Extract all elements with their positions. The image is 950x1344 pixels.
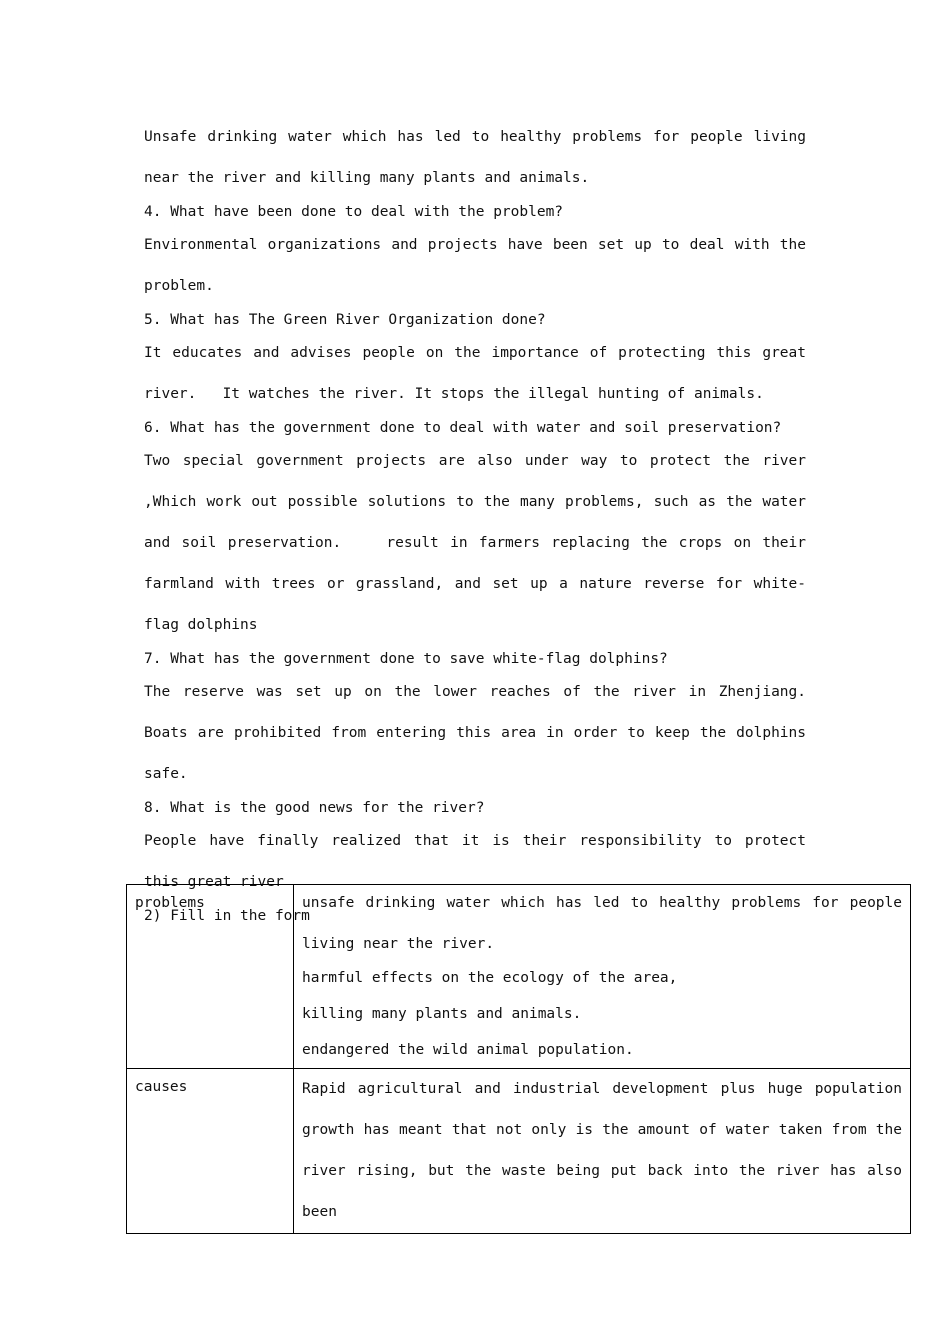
fill-in-form-table xyxy=(126,884,911,1234)
problem-item-2: harmful effects on the ecology of the area, xyxy=(302,970,678,986)
problem-item-1: unsafe drinking water which has led to healthy problems for people living near the river. xyxy=(302,895,902,952)
answer-8: People have finally realized that it is their responsibility to protect this great river xyxy=(144,833,806,890)
question-5: 5. What has The Green River Organization done? xyxy=(144,312,546,328)
causes-label: causes xyxy=(135,1079,188,1095)
answer-4: Environmental organizations and projects have been set up to deal with the problem. xyxy=(144,237,806,294)
problems-label-cell xyxy=(127,885,294,1069)
causes-text: Rapid agricultural and industrial development plus huge population growth has meant that not only is the amount of water taken from the river rising, but the waste being put back into the river has also been xyxy=(302,1081,902,1220)
answer-section xyxy=(144,122,806,934)
table-row-causes xyxy=(127,1069,911,1234)
problem-item-3: killing many plants and animals. xyxy=(302,1006,582,1022)
question-6: 6. What has the government done to deal with water and soil preservation? xyxy=(144,420,782,436)
problem-item-4: endangered the wild animal population. xyxy=(302,1042,634,1058)
question-7: 7. What has the government done to save white-flag dolphins? xyxy=(144,651,668,667)
problems-content-cell xyxy=(294,885,911,1069)
problems-label: problems xyxy=(135,895,205,911)
question-4: 4. What have been done to deal with the problem? xyxy=(144,204,564,220)
answer-6: Two special government projects are also under way to protect the river ,Which work out possible solutions to the many problems, such as the water and soil preservation. result in farmers replacing the crops on their farmland with trees or grassland, and set up a nature reverse for white-flag dolphins xyxy=(144,453,806,633)
answer-7: The reserve was set up on the lower reaches of the river in Zhenjiang. Boats are prohibited from entering this area in order to keep the dolphins safe. xyxy=(144,684,806,782)
question-8: 8. What is the good news for the river? xyxy=(144,800,485,816)
section-heading: 2) Fill in the form xyxy=(144,908,310,924)
causes-label-cell xyxy=(127,1069,294,1234)
answer-5: It educates and advises people on the importance of protecting this great river. It watches the river. It stops the illegal hunting of animals. xyxy=(144,345,806,402)
causes-content-cell xyxy=(294,1069,911,1234)
answer-3: Unsafe drinking water which has led to healthy problems for people living near the river and killing many plants and animals. xyxy=(144,129,806,186)
table-row-problems xyxy=(127,885,911,1069)
